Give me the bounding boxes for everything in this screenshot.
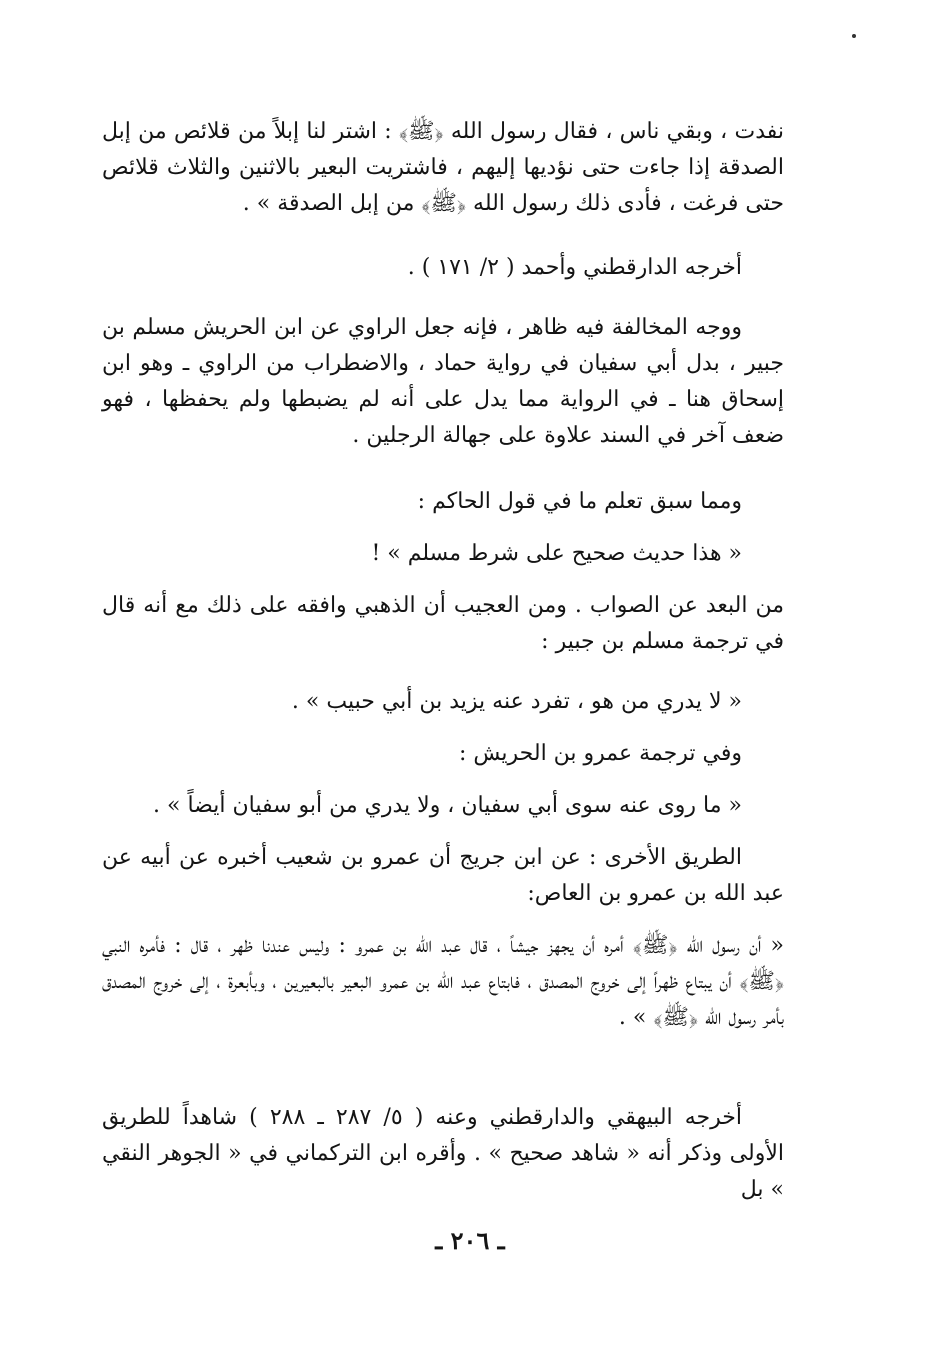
paragraph-hakim-intro: ومما سبق تعلم ما في قول الحاكم : xyxy=(417,489,742,514)
quote-muslim-bin-jubair: « لا يدري من هو ، تفرد عنه يزيد بن أبي حبيب » . xyxy=(291,689,742,714)
paragraph-amr-bin-huraish-intro: وفي ترجمة عمرو بن الحريش : xyxy=(458,741,742,766)
paragraph-takhrij-bayhaqi: أخرجه البيهقي والدارقطني وعنه ( ٥/ ٢٨٧ ـ ٢٨٨ ) شاهداً للطريق الأولى وذكر أنه « شاهد صحيح » . وأقره ابن التركماني في « الجوهر النقي » بل xyxy=(102,1105,784,1202)
scan-speck xyxy=(852,34,856,38)
quote-amr-bin-huraish: « ما روى عنه سوى أبي سفيان ، ولا يدري من أبو سفيان أيضاً » . xyxy=(153,793,742,818)
quote-hakim: « هذا حديث صحيح على شرط مسلم » ! xyxy=(371,541,742,566)
paragraph-dhahabi-comment: من البعد عن الصواب . ومن العجيب أن الذهبي وافقه على ذلك مع أنه قال في ترجمة مسلم بن جبير : xyxy=(102,593,784,654)
paragraph-second-route: الطريق الأخرى : عن ابن جريج أن عمرو بن شعيب أخبره عن أبيه عن عبد الله بن عمرو بن العاص: xyxy=(102,845,784,906)
paragraph-hadith-continuation: نفدت ، وبقي ناس ، فقال رسول الله ﴿ﷺ﴾ : اشتر لنا إبلاً من قلائص من إبل الصدقة إذا جاءت حتى نؤديها إليهم ، فاشتريت البعير بالاثنين والثلاث قلائص حتى فرغت ، فأدى ذلك رسول الله ﴿ﷺ﴾ من إبل الصدقة » . xyxy=(102,119,784,216)
page-number: ـ ٢٠٦ ـ xyxy=(435,1226,505,1255)
paragraph-takhrij-daraqutni: أخرجه الدارقطني وأحمد ( ٢/ ١٧١ ) . xyxy=(407,255,742,280)
quote-abdullah-bin-amr: « أن رسول الله ﴿ﷺ﴾ أمره أن يجهز جيشاً ، قال عبد الله بن عمرو : وليس عندنا ظهر ، قال : فأمره النبي ﴿ﷺ﴾ أن يبتاع ظهراً إلى خروج المصدق ، فابتاع عبد الله بن عمرو البعير بالبعيرين ، وبأبعرة ، إلى خروج المصدق بأمر رسول الله ﴿ﷺ﴾ » . xyxy=(102,933,784,1030)
paragraph-contradiction-explanation: ووجه المخالفة فيه ظاهر ، فإنه جعل الراوي عن ابن الحريش مسلم بن جبير ، بدل أبي سفيان في رواية حماد ، والاضطراب من الراوي ـ وهو ابن إسحاق هنا ـ في الرواية مما يدل على أنه لم يضبطها ولم يحفظها ، فهو ضعف آخر في السند علاوة على جهالة الرجلين . xyxy=(102,315,784,448)
